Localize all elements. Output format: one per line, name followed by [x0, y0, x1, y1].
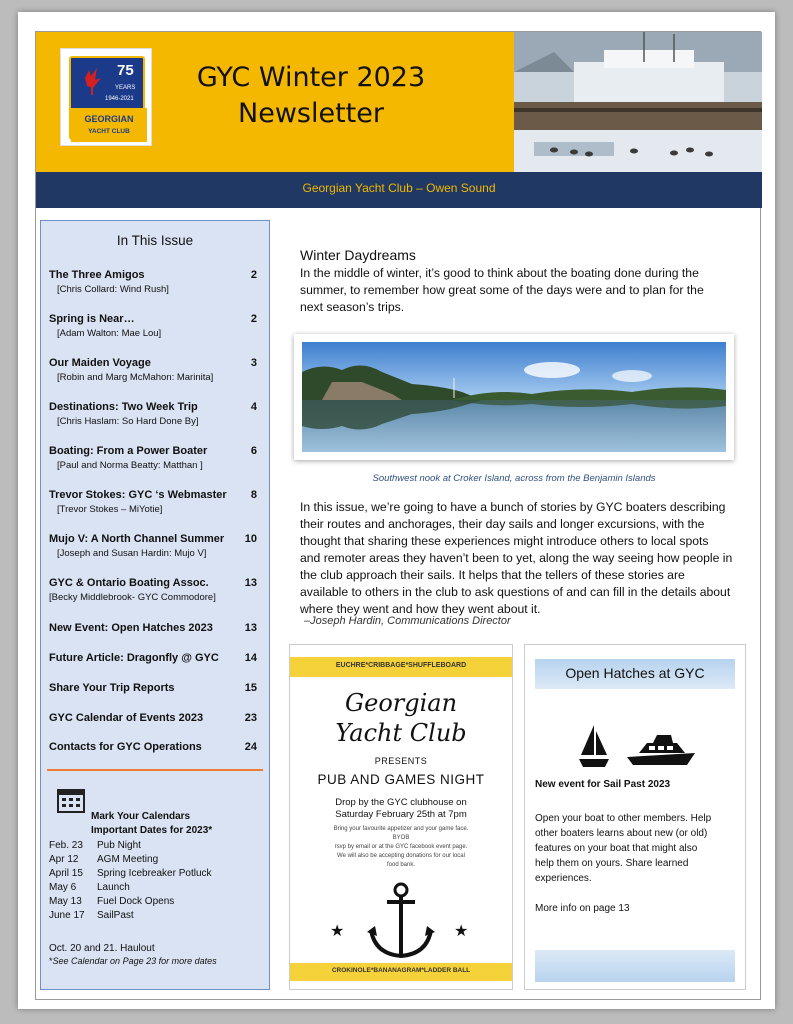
- article-body-line: available to others in the club to ask questions of and can fill in the details about: [300, 585, 731, 599]
- toc-item-title[interactable]: Share Your Trip Reports: [49, 682, 175, 694]
- winter-harbour-photo: [514, 32, 762, 172]
- toc-item-title[interactable]: Spring is Near…: [49, 313, 135, 325]
- anchor-icon: [365, 882, 437, 962]
- poster-script-line1: Georgian: [344, 689, 458, 717]
- newsletter-subtitle: Georgian Yacht Club – Owen Sound: [302, 181, 496, 195]
- poster-presents: PRESENTS: [374, 756, 428, 766]
- hatches-body-line: experiences.: [535, 873, 592, 884]
- calendar-event: SailPast: [97, 910, 134, 921]
- toc-item-title[interactable]: GYC & Ontario Boating Assoc.: [49, 577, 209, 589]
- calendar-title-line2: Important Dates for 2023*: [91, 825, 213, 836]
- toc-item-author: [Joseph and Susan Hardin: Mujo V]: [57, 548, 207, 559]
- logo-years-word: YEARS: [115, 85, 136, 91]
- article-body-line: thought that sharing these experiences might introduce others to local spots: [300, 534, 709, 548]
- toc-item-author: [Adam Walton: Mae Lou]: [57, 328, 162, 339]
- toc-item-page: 8: [250, 489, 257, 501]
- calendar-date: June 17: [49, 910, 85, 921]
- toc-item-page: 15: [244, 682, 257, 694]
- poster-detail-line: We will also be accepting donations for our local: [337, 853, 465, 859]
- toc-item-title[interactable]: Our Maiden Voyage: [49, 357, 151, 369]
- newsletter-frame: [35, 31, 761, 1000]
- poster-when-line2: Saturday February 25th at 7pm: [335, 809, 467, 820]
- calendar-note-star: *: [49, 956, 53, 966]
- poster-event-title: PUB AND GAMES NIGHT: [317, 772, 485, 787]
- logo-number: 75: [117, 62, 134, 79]
- star-icon: ★: [330, 923, 345, 940]
- toc-item-author: [Paul and Norma Beatty: Matthan ]: [57, 460, 203, 471]
- in-this-issue-sidebar: [40, 220, 270, 990]
- hatches-subtitle: New event for Sail Past 2023: [535, 779, 671, 790]
- logo-years-range: 1946-2021: [105, 96, 134, 102]
- toc-item-page: 24: [244, 741, 257, 753]
- toc-item-title[interactable]: Mujo V: A North Channel Summer: [49, 533, 225, 545]
- newsletter-title-line1: GYC Winter 2023: [196, 62, 426, 93]
- calendar-date: Feb. 23: [49, 840, 83, 851]
- calendar-date: May 13: [49, 896, 82, 907]
- toc-item-page: 3: [250, 357, 257, 369]
- hatches-body-line: features on your boat that might also: [535, 843, 698, 854]
- toc-item-page: 6: [250, 445, 257, 457]
- poster-detail-line: Bring your favourite appetizer and your game face.: [333, 826, 469, 832]
- hatches-body-line: other boaters learns about new (or old): [535, 828, 708, 839]
- hatches-more-info[interactable]: More info on page 13: [535, 903, 630, 914]
- sailboat-icon: [577, 725, 611, 769]
- poster-detail-line: food bank.: [386, 862, 416, 868]
- toc-item-title[interactable]: GYC Calendar of Events 2023: [49, 712, 204, 724]
- toc-item-author: [Chris Haslam: So Hard Done By]: [57, 416, 199, 427]
- toc-item-title[interactable]: Future Article: Dragonfly @ GYC: [49, 652, 219, 664]
- club-logo: [60, 48, 152, 146]
- calendar-title-line1: Mark Your Calendars: [91, 811, 191, 822]
- logo-graphic: [71, 58, 147, 142]
- calendar-note: [49, 956, 217, 966]
- logo-name-line2: YACHT CLUB: [88, 128, 130, 135]
- hatches-body-line: Open your boat to other members. Help: [535, 813, 712, 824]
- header-band: [36, 32, 514, 172]
- toc-item-title[interactable]: Trevor Stokes: GYC ‘s Webmaster: [49, 489, 227, 501]
- toc-item-page: 14: [244, 652, 257, 664]
- open-hatches-box: [524, 644, 746, 990]
- toc-item-page: 10: [244, 533, 257, 545]
- article-signature: –Joseph Hardin, Communications Director: [304, 615, 511, 627]
- calendar-icon: [57, 787, 85, 813]
- maple-leaf-icon: [85, 68, 101, 88]
- toc-item-page: 2: [250, 269, 257, 281]
- croker-island-photo-frame: [294, 334, 734, 460]
- poster-bottom-banner: CROKINOLE*BANANAGRAM*LADDER BALL: [331, 967, 471, 974]
- toc-item-page: 2: [250, 313, 257, 325]
- calendar-note-text: See Calendar on Page 23 for more dates: [52, 956, 217, 966]
- calendar-event: Fuel Dock Opens: [97, 896, 175, 907]
- article-body-line: the club approach their sails. It helps that the tellers of these stories are: [300, 568, 685, 582]
- poster-top-banner: EUCHRE*CRIBBAGE*SHUFFLEBOARD: [335, 662, 467, 669]
- poster-detail-line: BYOB: [392, 835, 410, 841]
- calendar-date: May 6: [49, 882, 77, 893]
- poster-detail-line: rsvp by email or at the GYC facebook event page.: [334, 844, 468, 850]
- motor-yacht-icon: [625, 731, 697, 767]
- poster-when-line1: Drop by the GYC clubhouse on: [335, 797, 467, 808]
- calendar-date: April 15: [49, 868, 83, 879]
- toc-item-author: [Robin and Marg McMahon: Marinita]: [57, 372, 214, 383]
- article-intro-line: In the middle of winter, it’s good to think about the boating done during the: [300, 266, 699, 280]
- toc-item-page: 13: [244, 577, 257, 589]
- toc-item-title[interactable]: Boating: From a Power Boater: [49, 445, 208, 457]
- newsletter-title-line2: Newsletter: [238, 98, 384, 129]
- croker-island-photo: [302, 342, 726, 452]
- toc-item-author: [Trevor Stokes – MiYotie]: [57, 504, 163, 515]
- star-icon: ★: [454, 923, 469, 940]
- calendar-event: Pub Night: [97, 840, 141, 851]
- article-body-line: their routes and anchorages, their day sails and longer excursions, with the: [300, 517, 705, 531]
- article-heading: Winter Daydreams: [300, 247, 416, 263]
- article-intro-line: next season’s trips.: [300, 300, 405, 314]
- toc-item-title[interactable]: Contacts for GYC Operations: [49, 741, 202, 753]
- logo-badge: [69, 56, 145, 140]
- logo-name-line1: GEORGIAN: [84, 114, 134, 124]
- calendar-event: Spring Icebreaker Potluck: [97, 868, 212, 879]
- toc-item-page: 13: [244, 622, 257, 634]
- hatches-body-line: help them on yours. Share learned: [535, 858, 689, 869]
- sidebar-divider: [47, 769, 263, 771]
- toc-item-page: 4: [250, 401, 257, 413]
- sidebar-title: In This Issue: [116, 233, 194, 248]
- hatches-footer-banner: [535, 950, 735, 982]
- article-body-line: where they went and how they went about it.: [300, 602, 541, 616]
- poster-script-line2: Yacht Club: [335, 719, 467, 747]
- photo-caption: Southwest nook at Croker Island, across from the Benjamin Islands: [372, 473, 656, 484]
- calendar-haulout: Oct. 20 and 21. Haulout: [49, 943, 155, 954]
- toc-item-page: 23: [244, 712, 257, 724]
- toc-item-title[interactable]: Destinations: Two Week Trip: [49, 401, 198, 413]
- toc-item-title[interactable]: The Three Amigos: [49, 269, 145, 281]
- calendar-date: Apr 12: [49, 854, 79, 865]
- toc-item-author: [Becky Middlebrook- GYC Commodore]: [49, 592, 216, 603]
- newsletter-page: [18, 12, 775, 1009]
- toc-item-title[interactable]: New Event: Open Hatches 2023: [49, 622, 213, 634]
- article-body-line: and remoter areas they haven’t been to yet, along the way seeing how people in: [300, 551, 733, 565]
- toc-item-author: [Chris Collard: Wind Rush]: [57, 284, 169, 295]
- pub-night-poster: [289, 644, 513, 990]
- calendar-event: AGM Meeting: [97, 854, 159, 865]
- hatches-title: Open Hatches at GYC: [565, 665, 705, 681]
- calendar-event: Launch: [97, 882, 130, 893]
- article-intro-line: summer, to remember how great some of the days were and to plan for the: [300, 283, 704, 297]
- article-body-line: In this issue, we’re going to have a bunch of stories by GYC boaters describing: [300, 500, 726, 514]
